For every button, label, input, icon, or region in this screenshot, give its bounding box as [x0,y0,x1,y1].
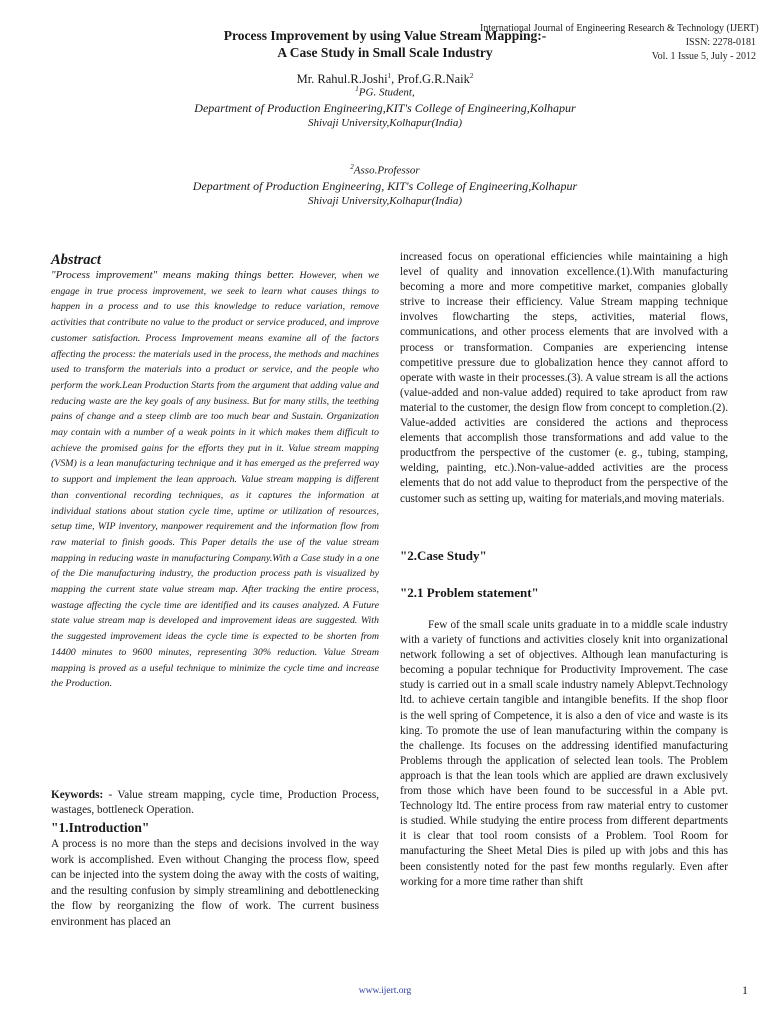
abstract-lead: "Process improvement" means making things better. [51,269,295,281]
affiliation-2-role: Asso.Professor [353,164,420,177]
journal-issn: ISSN: 2278-0181 [685,37,756,48]
abstract-heading: Abstract [51,252,101,268]
keywords-text: - Value stream mapping, cycle time, Production Process, wastages, bottleneck Operation. [51,789,379,816]
affiliation-1-university: Shivaji University,Kolhapur(India) [308,116,462,129]
author-2: Prof.G.R.Naik [397,72,470,87]
journal-volume: Vol. 1 Issue 5, July - 2012 [651,51,756,62]
introduction-continuation: increased focus on operational efficiencies while maintaining a high level of quality and innovation excellence.(1).With manufacturing becoming a more and more competitive market, companies globally strive to increase their efficiency. Value Stream mapping technique involves flowcharting the steps, activities, material flows, communications, and other process elements that are involved with a process or transformation. Companies are experiencing intense competitive pressure due to globalization hence they cannot afford to operate with waste in their processes.(3). A value stream is all the actions (value-added and non-value added) required to take aproduct from raw material to the customer, the design flow from concept to completion.(2). Value-added activities are considered the actions and theprocess elements that accomplish those transformations and add value to the productfrom the perspective of the customer (e. g., tubing, stamping, welding, painting, etc.).Non-value-added activities are the process elements that do not add value to theproduct from the perspective of the customer such as setting up, waiting for materials,and moving materials. [400,251,728,505]
introduction-heading: "1.Introduction" [51,820,150,835]
author-2-sup: 2 [469,72,474,80]
affiliation-2-dept: Department of Production Engineering, KIT's College of Engineering,Kolhapur [192,178,578,193]
affiliation-2 [120,160,650,209]
introduction-body: A process is no more than the steps and decisions involved in the way work is accomplished. Even without Changing the process flow, speed can be injected into the system doing the away with the costs of waiting, and the resulting confusion by simply streamlining and debottlenecking the flow by reorganizing the flow of work. The current business environment has placed an [51,838,379,928]
affiliation-1-dept: Department of Production Engineering,KIT's College of Engineering,Kolhapur [194,100,576,115]
affiliation-2-university: Shivaji University,Kolhapur(India) [308,194,462,207]
problem-statement-heading: "2.1 Problem statement" [400,585,539,600]
author-separator: , [391,72,398,87]
keywords-label: Keywords: [51,789,104,801]
case-study-heading: "2.Case Study" [400,548,487,563]
problem-statement-body: Few of the small scale units graduate in to a middle scale industry with a variety of functions and activities closely knit into organizational network following a set of objectives. Although lean manufacturing is becoming a popular technique for Productivity Improvement. The case study is carried out in a small scale industry namely Ablepvt.Technology ltd. to achieve certain tangible and intangible benefits. If the shop floor is the well spring of Competence, it is also a den of vice and waste is its king. To promote the use of lean manufacturing within the company is the challenge. Its focuses on the addressing identified manufacturing Problems through the application of selected lean tools. The Problem approach is that the lean tools which are applied are drawn exclusively from those which have been found to be successful in a Able pvt. Technology ltd. The entire process from raw material entry to customer is studied. While studying the entire process from different departments it is clear that tool room consists of a Problem. Tool Room for manufacturing the Sheet Metal Dies is piled up with jobs and this has been consistently noted for the past few months regularly. Even after working for a more time rather than shift [400,619,728,888]
affiliation-1-role: PG. Student, [358,86,415,99]
journal-name: International Journal of Engineering Research & Technology (IJERT) [480,23,759,34]
author-1: Mr. Rahul.R.Joshi [296,72,388,87]
keywords [51,788,379,818]
title-line-1: Process Improvement by using Value Stream Mapping:- [223,28,547,43]
abstract-text: However, when we engage in true process improvement, we seek to learn what causes things to happen in a process and to use this knowledge to reduce variation, remove activities that contribute no value to the product or service produced, and improve customer satisfaction. Process Improvement means examine all of the factors affecting the process: the materials used in the process, the methods and machines used to transform the materials into a product or service, and the people who perform the work.Lean Production Starts from the argument that adding value and reducing waste are the key goals of any business. But for many stills, the teething pains of change and a steep climb are too much bear and Sustain. Organization may contain with a number of a weak points in it which makes them difficult to achieve the promised gains for the efforts they put in it. Value stream mapping (VSM) is a lean manufacturing technique and it has emerged as the preferred way to support and implement the lean approach. Value stream mapping is different than conventional recording techniques, as it captures the information at individual stations about station cycle time, uptime or utilization of resources, setup time, WIP inventory, manpower requirement and the information flow from raw material to finish goods. This Paper details the use of the value stream mapping in reducing waste in manufacturing Company.With a Case study in a one of the Die manufacturing industry, the production process path is visualized by mapping the current state value stream map. After tracking the entire process, wastage affecting the cycle time are identified and its causes analyzed. A Future state value stream map is developed and improvement ideas are suggested. With the suggested improvement ideas the cycle time is expected to be shorten from 14400 minutes to 9600 minutes, representing 30% reduction. Value Stream mapping is proved as a useful technique to minimize the cycle time and increase the Production. [51,270,379,690]
footer-url[interactable]: www.ijert.org [358,986,412,996]
author-1-sup: 1 [387,72,392,80]
page-number: 1 [742,983,748,997]
paper-title [160,27,610,61]
affiliation-1 [120,82,650,131]
title-line-2: A Case Study in Small Scale Industry [277,45,493,60]
affiliation-1-sup: 1 [355,85,359,93]
affiliation-2-sup: 2 [350,163,354,171]
abstract-body [51,268,379,692]
